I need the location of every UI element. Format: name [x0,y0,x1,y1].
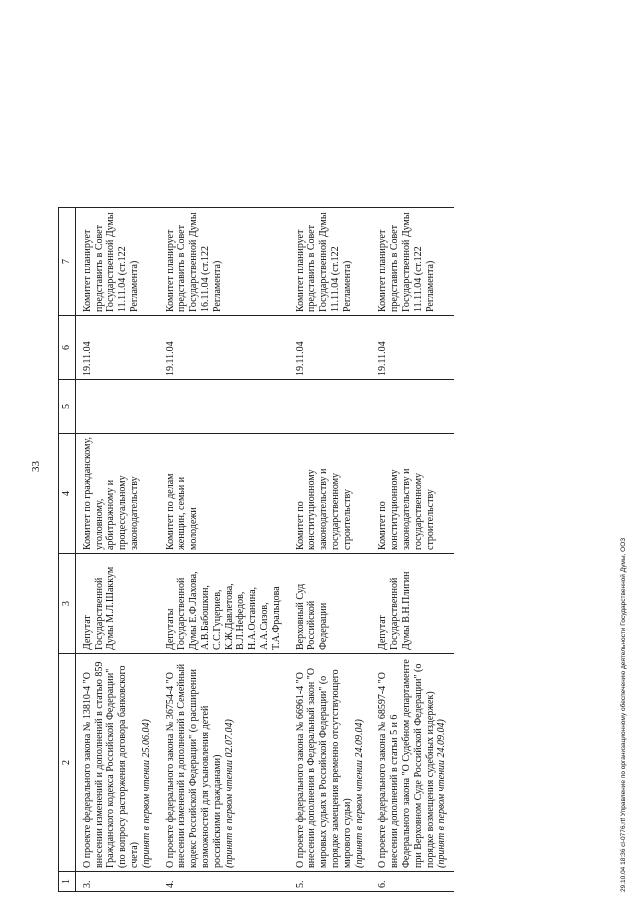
date-cell: 19.11.04 [289,316,372,380]
col5-cell [75,380,158,434]
table-row [289,208,372,892]
author-cell: Депутаты Государственной Думы Е.Ф.Лахова, А.В.Бабошкин, С.С.Гуцериев, К.Ж.Давлетова, В.Л.Нефедов, Н.А.Останина, А.А.Сизов, Т.А.Фральцова [159,554,289,654]
row-number: 6. [371,872,454,892]
committee-cell: Комитет по делам женщин, семьи и молодежи [159,434,289,554]
header-cell: 5 [59,380,76,434]
header-cell: 7 [59,208,76,316]
row-number: 5. [289,872,372,892]
col5-cell [371,380,454,434]
page-number: 33 [30,461,42,472]
reading-note: (принят в первом чтении 02.07.04) [223,719,235,868]
date-cell: 19.11.04 [75,316,158,380]
header-cell: 3 [59,554,76,654]
plan-cell: Комитет планирует представить в Совет Государственной Думы 11.11.04 (ст.122 Регламента) [371,208,454,316]
plan-cell: Комитет планирует представить в Совет Государственной Думы 11.11.04 (ст.122 Регламента) [75,208,158,316]
bill-title: О проекте федерального закона № 66961-4 "О внесении дополнения в Федеральный закон "О мировых судьях в Российской Федерации" (о порядке замещения временно отсутствующего мирового судьи) [294,667,353,868]
bill-title-cell [75,654,158,872]
header-cell: 1 [59,872,76,892]
author-cell: Депутат Государственной Думы В.Н.Плигин [371,554,454,654]
footer-line: 29.10.04 18:36 сl-0776.rtf Управление по организационному обеспечению деятельности Государственной Думы, ООЗ [620,537,627,892]
bill-title: О проекте федерального закона № 36754-4 "О внесении изменений и дополнений в Семейный кодекс Российской Федерации" (о расширении возможностей для усыновления детей российскими гражданами) [164,663,223,868]
bill-title: О проекте федерального закона № 68597-4 "О внесении дополнений в статьи 5 и 6 Федерального закона "О Судебном департаменте при Верховном Суде Российской Федерации" (о порядке возмещения судебных издержек) [377,659,436,868]
committee-cell: Комитет по конституционному законодательству и государственному строительству [371,434,454,554]
reading-note: (принят в первом чтении 24.09.04) [353,719,365,868]
author-cell: Депутат Государственной Думы М.Л.Шаккум [75,554,158,654]
row-number: 4. [159,872,289,892]
bill-title-cell [159,654,289,872]
row-number: 3. [75,872,158,892]
committee-cell: Комитет по конституционному законодательству и государственному строительству [289,434,372,554]
header-cell: 2 [59,654,76,872]
col5-cell [159,380,289,434]
reading-note: (принят в первом чтении 24.09.04) [436,719,448,868]
table-row [159,208,289,892]
bill-title: О проекте федерального закона № 13810-4 "О внесении изменений и дополнений в статью 859 Гражданского кодекса Российской Федерации" (по вопросу расторжения договора банковского счета) [81,661,140,868]
header-cell: 6 [59,316,76,380]
date-cell: 19.11.04 [159,316,289,380]
table-row [75,208,158,892]
committee-cell: Комитет по гражданскому, уголовному, арбитражному и процессуальному законодательству [75,434,158,554]
header-row [59,208,76,892]
reading-note: (принят в первом чтении 25.06.04) [140,719,152,868]
date-cell: 19.11.04 [371,316,454,380]
author-cell: Верховный Суд Российской Федерации [289,554,372,654]
bill-title-cell [371,654,454,872]
col5-cell [289,380,372,434]
bill-title-cell [289,654,372,872]
schedule-table [58,207,454,892]
header-cell: 4 [59,434,76,554]
plan-cell: Комитет планирует представить в Совет Государственной Думы 16.11.04 (ст.122 Регламента) [159,208,289,316]
table-row [371,208,454,892]
plan-cell: Комитет планирует представить в Совет Государственной Думы 11.11.04 (ст.122 Регламента) [289,208,372,316]
